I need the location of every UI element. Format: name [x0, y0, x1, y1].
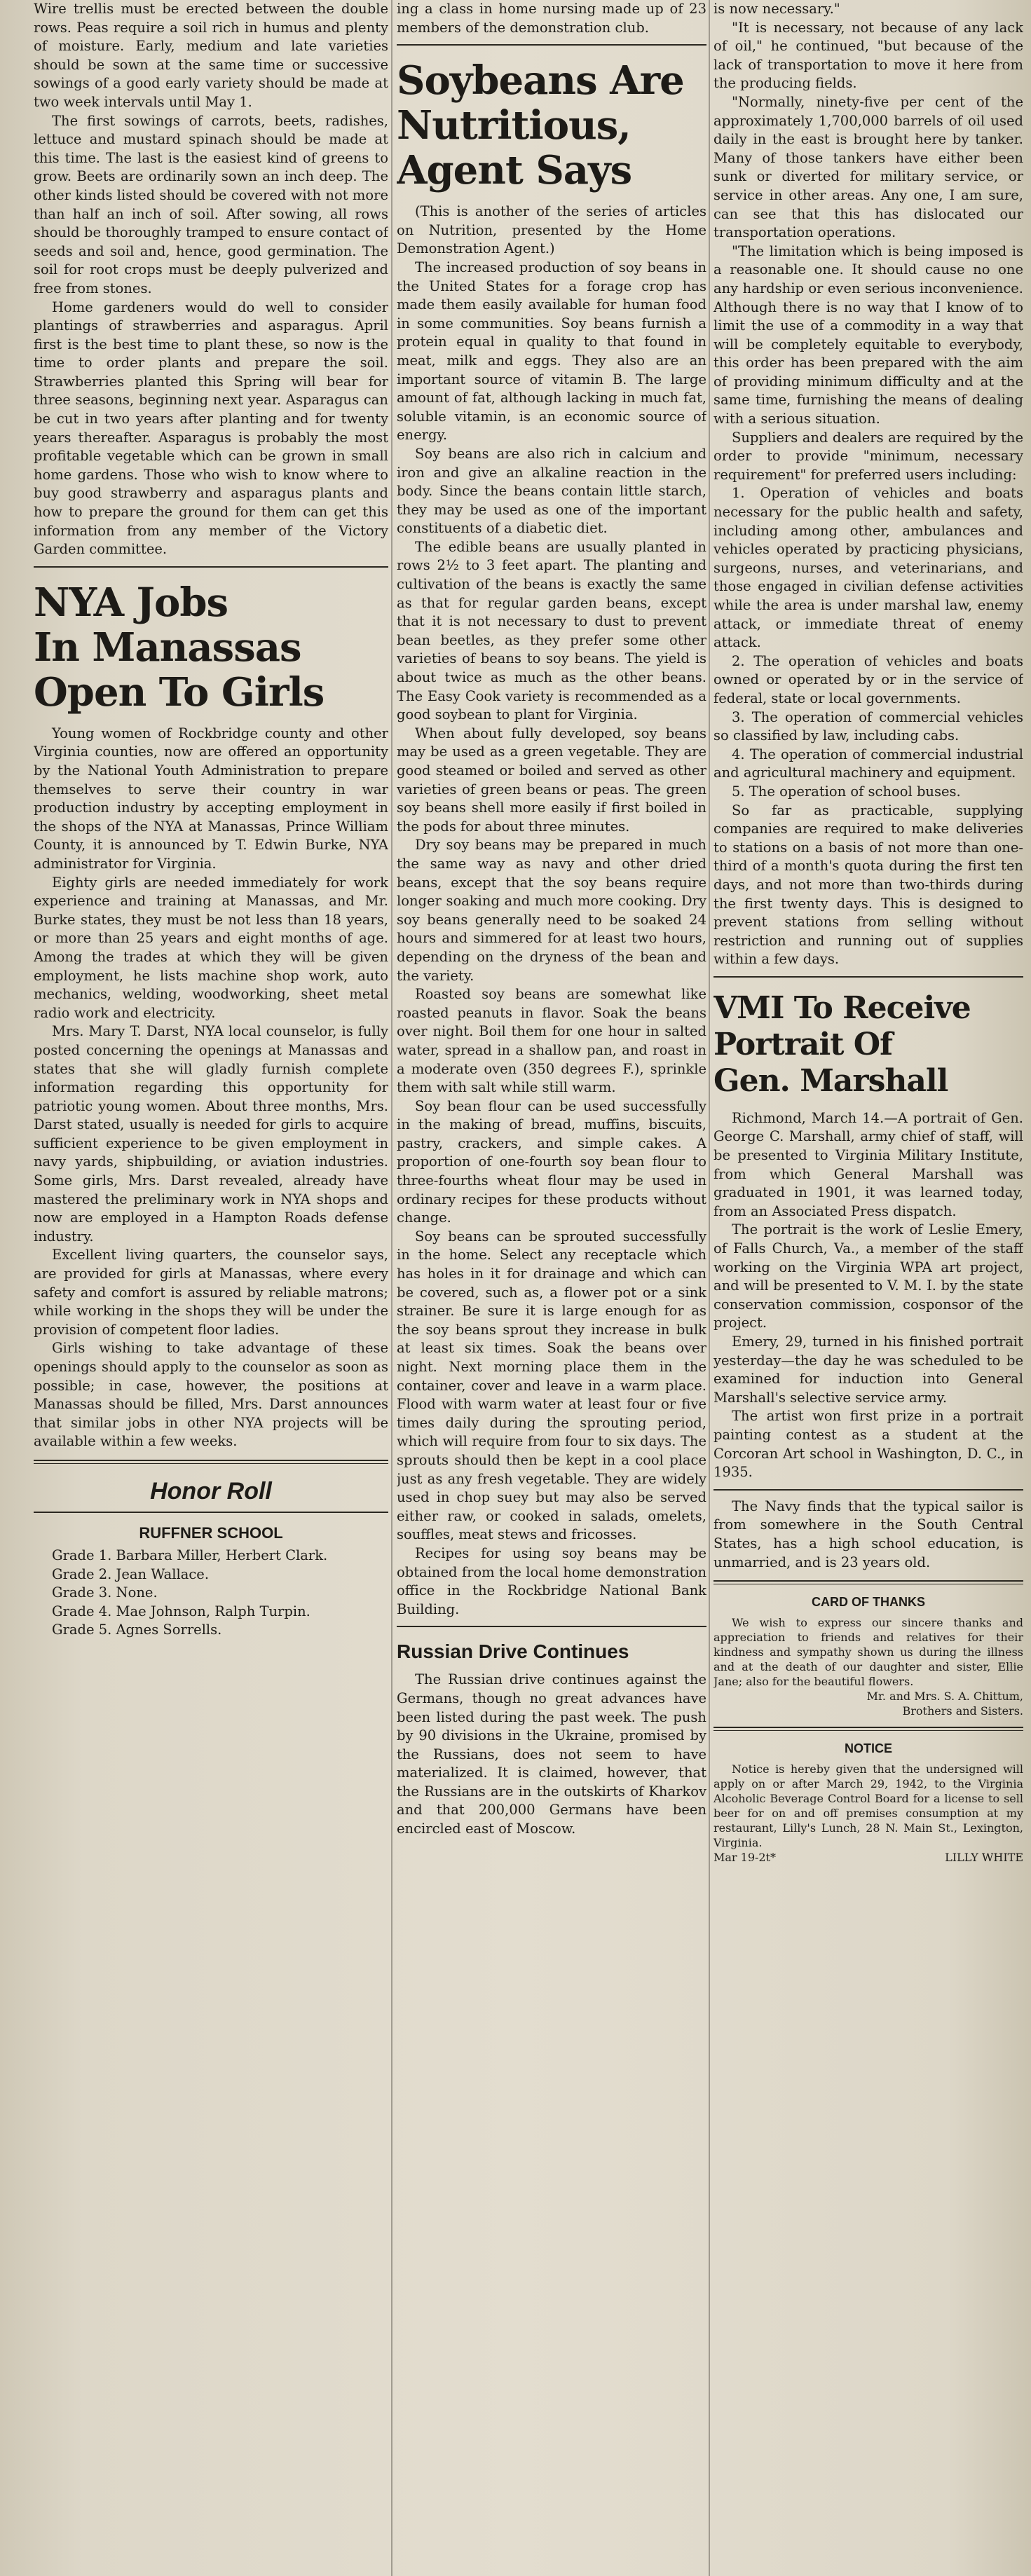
- article-paragraph: Emery, 29, turned in his finished portrait yesterday—the day he was scheduled to be examined for induction into General Marshall's selective service army.: [713, 1334, 1023, 1406]
- section-divider: [713, 1727, 1023, 1731]
- article-paragraph: The increased production of soy beans in the United States for a forage crop has made them easily available for human food in some communities. Soy beans furnish a protein equal in quality to that found in meat, milk and eggs. They also are an important source of vitamin B. The large amount of fat, although lacking in much fat, soluble vitamin, is an economic source of energy.: [397, 259, 706, 444]
- honor-roll-line: Grade 3. None.: [52, 1584, 158, 1601]
- article-paragraph: The Russian drive continues against the Germans, though no great advances have been listed during the past week. The push by 90 divisions in the Ukraine, promised by the Russians, does not seem to have materialized. It is claimed, however, that the Russians are in the outskirts of Kharkov and that 200,000 Germans have been encircled east of Moscow.: [397, 1671, 706, 1837]
- thanks-signature: Mr. and Mrs. S. A. Chittum,: [866, 1690, 1023, 1704]
- headline-line: Nutritious,: [397, 102, 631, 149]
- article-paragraph: Soy bean flour can be used successfully in the making of bread, muffins, biscuits, pastry, crackers, and simple cakes. A proportion of one-fourth soy bean flour to three-fourths wheat flour may be used in ordinary recipes for these products without change.: [397, 1097, 706, 1226]
- honor-roll-line: Grade 5. Agnes Sorrells.: [52, 1622, 222, 1638]
- article-paragraph: Roasted soy beans are somewhat like roasted peanuts in flavor. Soak the beans over night. Boil them for one hour in salted water, spread in a shallow pan, and roast in a moderate oven (350 degrees F.), sprinkle them with salt while still warm.: [397, 986, 706, 1096]
- article-paragraph: Suppliers and dealers are required by the order to provide "minimum, necessary requirement" for preferred users including:: [713, 429, 1023, 483]
- section-divider: [713, 1489, 1023, 1491]
- article-paragraph: Eighty girls are needed immediately for work experience and training at Manassas, and Mr. Burke states, they must be not less than 18 years, or more than 25 years and eight months of age. Among the trades at which they will be given employment, he lists machine shop work, auto mechanics, welding, woodworking, sheet metal radio work and electricity.: [34, 874, 388, 1021]
- nya-headline: [34, 580, 388, 715]
- thanks-text: We wish to express our sincere thanks and appreciation to friends and relatives for their kindness and sympathy shown us during the illness and at the death of our daughter and sister, Ellie Jane; also for the beautiful flowers.: [713, 1616, 1023, 1689]
- thanks-signature: Brothers and Sisters.: [902, 1704, 1023, 1718]
- section-divider: [34, 1460, 388, 1464]
- garden-article: [34, 0, 388, 559]
- nya-article: [34, 725, 388, 1451]
- headline-line: In Manassas: [34, 624, 301, 671]
- column-3: [713, 0, 1023, 2576]
- oil-article: [713, 0, 1023, 969]
- notice-signature: LILLY WHITE: [945, 1851, 1023, 1865]
- honor-roll-line: Grade 4. Mae Johnson, Ralph Turpin.: [52, 1603, 310, 1619]
- article-paragraph: Richmond, March 14.—A portrait of Gen. George C. Marshall, army chief of staff, will be presented to Virginia Military Institute, from which General Marshall was graduated in 1901, it was learned today, from an Associated Press dispatch.: [713, 1109, 1023, 1219]
- article-paragraph: The artist won first prize in a portrait painting contest as a student at the Corcoran Art school in Washington, D. C., in 1935.: [713, 1408, 1023, 1481]
- article-paragraph: So far as practicable, supplying companies are required to make deliveries to stations on a basis of not more than one-third of a month's quota during the first ten days, and not more than two-thirds during the first twenty days. This is designed to prevent stations from selling without restriction and running out of supplies within a few days.: [713, 802, 1023, 968]
- vmi-headline: [713, 990, 1023, 1099]
- article-paragraph: 2. The operation of vehicles and boats owned or operated by or in the service of federal, state or local governments.: [713, 652, 1023, 706]
- vmi-article: [713, 1109, 1023, 1482]
- article-paragraph: Girls wishing to take advantage of these openings should apply to the counselor as soon as possible; in case, however, the positions at Manassas should be filled, Mrs. Darst announces that similar jobs in other NYA projects will be available within a few weeks.: [34, 1340, 388, 1450]
- section-divider: [397, 44, 706, 46]
- article-paragraph: 1. Operation of vehicles and boats necessary for the public health and safety, including among other, ambulances and vehicles operated by practicing physicians, surgeons, nurses, and veterinarians, and those engaged in civilian defense activities while the area is under marshal law, enemy attack, or immediate threat of enemy attack.: [713, 485, 1023, 651]
- column-2: [397, 0, 706, 2576]
- notice: [713, 1739, 1023, 1865]
- article-paragraph: Wire trellis must be erected between the double rows. Peas require a soil rich in humus and plenty of moisture. Early, medium and late varieties should be sown at the same time or successive sowings of a good early variety should be made at two week intervals until May 1.: [34, 1, 388, 110]
- article-paragraph: The edible beans are usually planted in rows 2½ to 3 feet apart. The planting and cultivation of the beans is exactly the same as that for regular garden beans, except that it is not necessary to dust to prevent bean beetles, as they prefer some other varieties of beans to soy beans. The yield is about twice as much as the other beans. The Easy Cook variety is recommended as a good soybean to plant for Virginia.: [397, 538, 706, 723]
- section-divider: [713, 1580, 1023, 1584]
- article-paragraph: Soy beans can be sprouted successfully in the home. Select any receptacle which has holes in it for drainage and which can be covered, such as, a flower pot or a sink strainer. Be sure it is large enough for as the soy beans sprout they increase in bulk at least six times. Soak the beans over night. Next morning place them in the container, cover and leave in a warm place. Flood with warm water at least four or five times daily during the sprouting period, which will require from four to six days. The sprouts should then be kept in a cool place just as any fresh vegetable. They are widely used in chop suey but may also be served either raw, or cooked in salads, omelets, souffles, meat stews and fricosses.: [397, 1228, 706, 1543]
- article-paragraph: Recipes for using soy beans may be obtained from the local home demonstration office in the Rockbridge National Bank Building.: [397, 1544, 706, 1617]
- notice-title: NOTICE: [844, 1741, 892, 1756]
- article-paragraph: (This is another of the series of articles on Nutrition, presented by the Home Demonstration Agent.): [397, 203, 706, 257]
- card-of-thanks: [713, 1593, 1023, 1718]
- school-title: RUFFNER SCHOOL: [139, 1523, 283, 1542]
- article-paragraph: Mrs. Mary T. Darst, NYA local counselor, is fully posted concerning the openings at Manassas and states that she will gladly furnish complete information regarding this opportunity for patriotic young women. About three months, Mrs. Darst stated, usually is needed for girls to acquire sufficient experience to be given employment in navy yards, shipbuilding, or aviation industries. Some girls, Mrs. Darst revealed, already have mastered the preliminary work in NYA shops and now are employed in a Hampton Roads defense industry.: [34, 1023, 388, 1245]
- section-divider: [34, 1512, 388, 1513]
- article-paragraph: Home gardeners would do well to consider plantings of strawberries and asparagus. April first is the best time to plant these, so now is the time to order plants and prepare the soil. Strawberries planted this Spring will bear for three seasons, beginning next year. Asparagus can be cut in two years after planting and for twenty years thereafter. Asparagus is probably the most profitable vegetable which can be grown in small home gardens. Those who wish to know where to buy good strawberry and asparagus plants and how to prepare the ground for them can get this information from any member of the Victory Garden committee.: [34, 299, 388, 558]
- article-paragraph: The first sowings of carrots, beets, radishes, lettuce and mustard spinach should be made at this time. The last is the easiest kind of greens to grow. Beets are ordinarily sown an inch deep. The other kinds listed should be covered with not more than half an inch of soil. After sowing, all rows should be thoroughly tramped to ensure contact of seeds and soil and, hence, good germination. The soil for root crops must be deeply pulverized and free from stones.: [34, 112, 388, 296]
- soybeans-article: [397, 203, 706, 1619]
- article-paragraph: Young women of Rockbridge county and other Virginia counties, now are offered an opportunity by the National Youth Administration to prepare themselves to serve their country in war production industry by accepting employment in the shops of the NYA at Manassas, Prince William County, it is announced by T. Edwin Burke, NYA administrator for Virginia.: [34, 725, 388, 872]
- article-paragraph: ing a class in home nursing made up of 23 members of the demonstration club.: [397, 1, 706, 36]
- thanks-title: CARD OF THANKS: [812, 1595, 925, 1610]
- article-paragraph: is now necessary.": [713, 1, 840, 17]
- headline-line: Open To Girls: [34, 669, 325, 715]
- article-paragraph: When about fully developed, soy beans may be used as a green vegetable. They are good steamed or boiled and served as other varieties of green beans or peas. The green soy beans shell more easily if first boiled in the pods for about three minutes.: [397, 725, 706, 835]
- headline-line: Agent Says: [397, 147, 632, 194]
- section-divider: [34, 566, 388, 568]
- honor-roll-line: Grade 2. Jean Wallace.: [52, 1566, 210, 1582]
- section-divider: [397, 1626, 706, 1627]
- notice-footer: [713, 1850, 1023, 1865]
- honor-roll-line: Grade 1. Barbara Miller, Herbert Clark.: [52, 1547, 328, 1563]
- honor-roll-title: Honor Roll: [150, 1477, 272, 1505]
- honor-roll-list: [34, 1547, 388, 1640]
- headline-line: Gen. Marshall: [713, 1062, 948, 1099]
- article-paragraph: "It is necessary, not because of any lack of oil," he continued, "but because of the lack of transportation to move it here from the producing fields.: [713, 19, 1023, 92]
- article-paragraph: Soy beans are also rich in calcium and iron and give an alkaline reaction in the body. Since the beans contain little starch, they may be used as one of the important constituents of a diabetic diet.: [397, 445, 706, 537]
- article-paragraph: The portrait is the work of Leslie Emery, of Falls Church, Va., a member of the staff working on the Virginia WPA art project, and will be presented to V. M. I. by the state conservation commission, cosponsor of the project.: [713, 1221, 1023, 1331]
- russian-drive-headline: Russian Drive Continues: [397, 1640, 629, 1663]
- navy-paragraph: The Navy finds that the typical sailor is from somewhere in the South Central States, has a high school education, is unmarried, and is 23 years old.: [713, 1498, 1023, 1570]
- article-paragraph: "Normally, ninety-five per cent of the approximately 1,700,000 barrels of oil used daily in the east is brought here by tanker. Many of those tankers have either been sunk or diverted for military service, or service in other areas. Any one, I am sure, can see that this has dislocated our transportation operations.: [713, 93, 1023, 241]
- notice-date: Mar 19-2t*: [713, 1851, 777, 1865]
- headline-line: Portrait Of: [713, 1026, 893, 1062]
- article-paragraph: 4. The operation of commercial industrial and agricultural machinery and equipment.: [713, 746, 1023, 781]
- article-paragraph: Excellent living quarters, the counselor says, are provided for girls at Manassas, where every safety and comfort is assured by reliable matrons; while working in the shops they will be under the provision of competent floor ladies.: [34, 1247, 388, 1338]
- column-1: [34, 0, 388, 2576]
- notice-text: Notice is hereby given that the undersigned will apply on or after March 29, 1942, to the Virginia Alcoholic Beverage Control Board for a license to sell beer for on and off premises consumption at my restaurant, Lilly's Lunch, 28 N. Main St., Lexington, Virginia.: [713, 1762, 1023, 1850]
- article-paragraph: Dry soy beans may be prepared in much the same way as navy and other dried beans, except that the soy beans require longer soaking and much more cooking. Dry soy beans generally need to be soaked 24 hours and simmered for at least two hours, depending on the dryness of the bean and the variety.: [397, 837, 706, 984]
- column-rule: [391, 0, 392, 2576]
- column-rule: [709, 0, 710, 2576]
- article-paragraph: 5. The operation of school buses.: [732, 783, 961, 800]
- section-divider: [713, 976, 1023, 978]
- headline-line: NYA Jobs: [34, 579, 228, 626]
- soybeans-headline: [397, 58, 706, 193]
- article-paragraph: 3. The operation of commercial vehicles so classified by law, including cabs.: [713, 708, 1023, 744]
- headline-line: VMI To Receive: [713, 989, 971, 1026]
- headline-line: Soybeans Are: [397, 57, 684, 104]
- article-paragraph: "The limitation which is being imposed is a reasonable one. It should cause no one any hardship or even serious inconvenience. Although there is no way that I know of to limit the use of a commodity in a way that will be completely equitable to everybody, this order has been prepared with the aim of providing minimum difficulty and at the same time, furnishing the means of dealing with a serious situation.: [713, 242, 1023, 427]
